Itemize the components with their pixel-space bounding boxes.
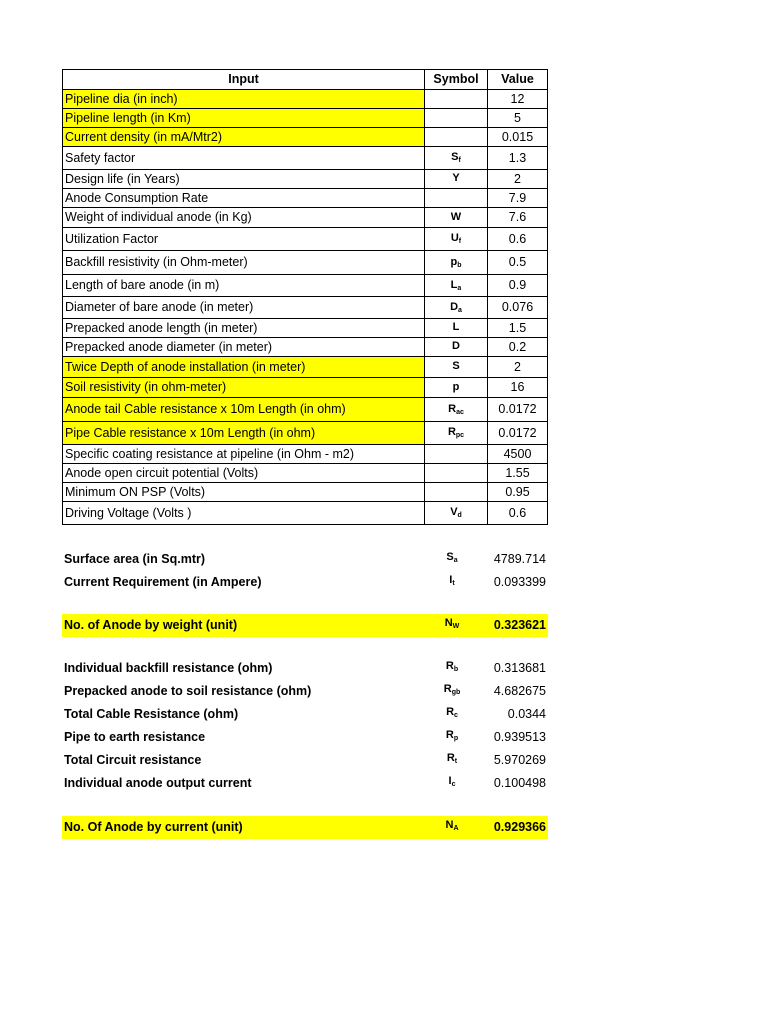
input-label: Utilization Factor (63, 228, 425, 251)
input-label: Diameter of bare anode (in meter) (63, 297, 425, 319)
symbol-text: Y (452, 172, 460, 184)
table-row (63, 297, 548, 319)
result-label: No. of Anode by weight (unit) (64, 618, 238, 632)
result-symbol (442, 617, 462, 630)
input-label: Design life (in Years) (63, 170, 425, 189)
input-label: Pipeline length (in Km) (63, 109, 425, 128)
table-row (63, 208, 548, 228)
result-value: 4.682675 (493, 684, 546, 698)
value-cell: 0.015 (488, 128, 548, 147)
table-row (63, 128, 548, 147)
input-label: Length of bare anode (in m) (63, 275, 425, 297)
result-label: Current Requirement (in Ampere) (64, 575, 262, 589)
symbol-text: S (451, 151, 459, 163)
value-cell: 0.6 (488, 502, 548, 525)
table-row (63, 422, 548, 445)
symbol-text: I (449, 574, 453, 586)
result-symbol (442, 752, 462, 765)
input-label: Anode Consumption Rate (63, 189, 425, 208)
input-label: Weight of individual anode (in Kg) (63, 208, 425, 228)
symbol-subscript: A (453, 825, 459, 832)
result-label: Surface area (in Sq.mtr) (64, 552, 206, 566)
table-row (63, 502, 548, 525)
result-value: 0.100498 (493, 776, 546, 790)
value-cell: 1.5 (488, 319, 548, 338)
symbol-cell (425, 357, 488, 378)
result-row (62, 726, 548, 749)
symbol-subscript: c (454, 712, 458, 719)
symbol-cell (425, 208, 488, 228)
value-cell: 7.6 (488, 208, 548, 228)
symbol-text: p (452, 380, 460, 393)
input-label: Specific coating resistance at pipeline (in Ohm - m2) (63, 445, 425, 464)
result-label: Individual anode output current (64, 776, 252, 790)
symbol-text: W (450, 210, 462, 223)
symbol-text: N (444, 617, 453, 629)
input-label: Twice Depth of anode installation (in meter) (63, 357, 425, 378)
input-table (62, 69, 548, 525)
symbol-cell (425, 398, 488, 422)
input-label: Current density (in mA/Mtr2) (63, 128, 425, 147)
symbol-cell (425, 502, 488, 525)
value-cell: 4500 (488, 445, 548, 464)
symbol-cell (425, 251, 488, 275)
input-label: Pipeline dia (in inch) (63, 90, 425, 109)
result-symbol (442, 729, 462, 742)
value-cell: 1.55 (488, 464, 548, 483)
result-value: 5.970269 (493, 753, 546, 767)
result-value: 4789.714 (493, 552, 546, 566)
input-label: Prepacked anode diameter (in meter) (63, 338, 425, 357)
symbol-subscript: p (453, 735, 459, 742)
table-row (63, 464, 548, 483)
value-cell: 7.9 (488, 189, 548, 208)
result-row (62, 680, 548, 703)
header-value: Value (488, 70, 548, 90)
symbol-text: U (450, 232, 459, 244)
symbol-text: R (443, 683, 452, 695)
result-label: No. Of Anode by current (unit) (64, 820, 243, 834)
symbol-text: R (446, 752, 455, 764)
symbol-cell (425, 297, 488, 319)
symbol-subscript: d (457, 512, 462, 519)
symbol-cell (425, 378, 488, 398)
input-label: Anode tail Cable resistance x 10m Length (in ohm) (63, 398, 425, 422)
symbol-text: R (446, 706, 455, 718)
symbol-text: V (450, 506, 458, 518)
symbol-cell (425, 228, 488, 251)
symbol-cell (425, 170, 488, 189)
symbol-text: R (448, 402, 457, 415)
result-symbol (442, 551, 462, 564)
symbol-text: R (447, 426, 456, 438)
result-value: 0.323621 (493, 618, 546, 632)
table-row (63, 319, 548, 338)
result-label: Pipe to earth resistance (64, 730, 206, 744)
symbol-text: L (450, 278, 458, 291)
symbol-cell (425, 189, 488, 208)
result-row (62, 548, 548, 571)
result-value: 0.313681 (493, 661, 546, 675)
symbol-subscript: t (452, 580, 455, 587)
value-cell: 1.3 (488, 147, 548, 170)
header-symbol: Symbol (425, 70, 488, 90)
symbol-cell (425, 147, 488, 170)
input-label: Anode open circuit potential (Volts) (63, 464, 425, 483)
result-symbol (442, 706, 462, 719)
symbol-subscript: c (451, 781, 456, 788)
result-row (62, 571, 548, 594)
symbol-subscript: t (454, 758, 458, 765)
symbol-cell (425, 109, 488, 128)
input-label: Soil resistivity (in ohm-meter) (63, 378, 425, 398)
symbol-subscript: gb (451, 689, 461, 696)
result-label: Total Cable Resistance (ohm) (64, 707, 239, 721)
table-row (63, 398, 548, 422)
input-label: Driving Voltage (Volts ) (63, 502, 425, 525)
result-symbol (442, 775, 462, 788)
symbol-subscript: a (458, 306, 462, 314)
table-header-row (63, 70, 548, 90)
symbol-cell (425, 445, 488, 464)
result-row (62, 772, 548, 795)
result-symbol (442, 683, 462, 696)
result-row-highlighted (62, 816, 548, 839)
result-row-highlighted (62, 614, 548, 637)
result-value: 0.939513 (493, 730, 546, 744)
symbol-text: D (452, 340, 460, 352)
symbol-text: N (445, 819, 454, 831)
input-label: Minimum ON PSP (Volts) (63, 483, 425, 502)
table-row (63, 170, 548, 189)
result-row (62, 703, 548, 726)
value-cell: 12 (488, 90, 548, 109)
result-value: 0.093399 (493, 575, 546, 589)
symbol-subscript: a (453, 557, 458, 564)
result-symbol (442, 819, 462, 832)
symbol-cell (425, 319, 488, 338)
result-row (62, 749, 548, 772)
value-cell: 0.5 (488, 251, 548, 275)
value-cell: 0.6 (488, 228, 548, 251)
symbol-subscript: f (458, 238, 462, 245)
input-label: Prepacked anode length (in meter) (63, 319, 425, 338)
symbol-cell (425, 422, 488, 445)
table-row (63, 275, 548, 297)
table-row (63, 189, 548, 208)
symbol-cell (425, 464, 488, 483)
symbol-text: I (448, 775, 452, 787)
table-row (63, 109, 548, 128)
result-label: Prepacked anode to soil resistance (ohm) (64, 684, 312, 698)
value-cell: 5 (488, 109, 548, 128)
symbol-cell (425, 128, 488, 147)
table-row (63, 228, 548, 251)
symbol-subscript: pc (455, 432, 465, 439)
header-input: Input (63, 70, 425, 90)
input-label: Pipe Cable resistance x 10m Length (in ohm) (63, 422, 425, 445)
symbol-text: S (446, 551, 454, 563)
symbol-subscript: b (453, 666, 459, 673)
result-value: 0.929366 (493, 820, 546, 834)
symbol-cell (425, 338, 488, 357)
symbol-subscript: b (457, 261, 462, 269)
table-row (63, 147, 548, 170)
symbol-text: S (452, 360, 460, 372)
input-label: Backfill resistivity (in Ohm-meter) (63, 251, 425, 275)
symbol-subscript: ac (456, 408, 464, 416)
table-row (63, 357, 548, 378)
table-row (63, 251, 548, 275)
value-cell: 0.2 (488, 338, 548, 357)
value-cell: 0.9 (488, 275, 548, 297)
value-cell: 2 (488, 170, 548, 189)
table-row (63, 90, 548, 109)
symbol-cell (425, 483, 488, 502)
result-label: Individual backfill resistance (ohm) (64, 661, 273, 675)
symbol-text: L (452, 321, 460, 333)
symbol-subscript: a (457, 284, 462, 292)
value-cell: 0.0172 (488, 422, 548, 445)
value-cell: 16 (488, 378, 548, 398)
value-cell: 2 (488, 357, 548, 378)
result-row (62, 657, 548, 680)
symbol-text: p (450, 255, 458, 268)
symbol-subscript: f (458, 157, 461, 164)
value-cell: 0.0172 (488, 398, 548, 422)
result-label: Total Circuit resistance (64, 753, 202, 767)
symbol-text: D (450, 300, 459, 313)
table-row (63, 338, 548, 357)
symbol-cell (425, 90, 488, 109)
table-row (63, 445, 548, 464)
result-symbol (442, 660, 462, 673)
symbol-cell (425, 275, 488, 297)
table-row (63, 378, 548, 398)
symbol-text: R (445, 729, 454, 741)
value-cell: 0.076 (488, 297, 548, 319)
result-value: 0.0344 (507, 707, 546, 721)
table-row (63, 483, 548, 502)
input-label: Safety factor (63, 147, 425, 170)
result-symbol (442, 574, 462, 587)
symbol-text: R (445, 660, 454, 672)
symbol-subscript: W (452, 623, 460, 630)
value-cell: 0.95 (488, 483, 548, 502)
